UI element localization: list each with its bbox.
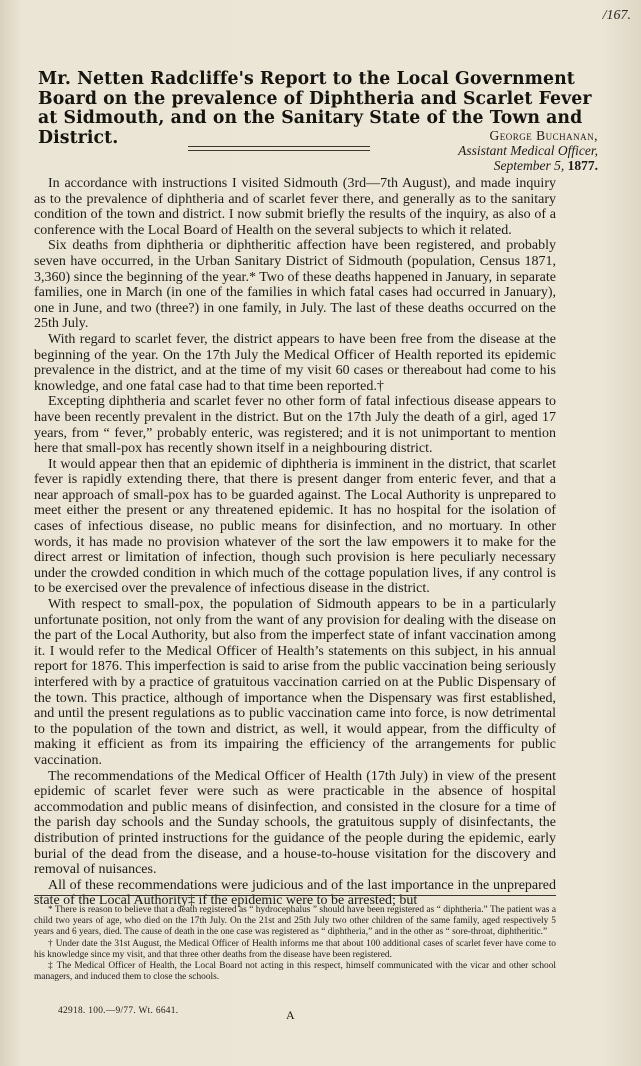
signature-date-month: September 5,: [493, 158, 565, 173]
body-paragraph: With respect to small-pox, the population of Sidmouth appears to be in a particularly unfortunate position, not only from the want of any provision for dealing with the disease on the part of the Local Authority, but also from the imperfect state of infant vaccination among it. I would refer to the Medical Officer of Health’s statements on this subject, in his annual report for 1876. This imperfection is said to arise from the public vaccination being seriously interfered with by a practice of gratuitous vaccination carried on at the Public Dispensary of the town. This practice, although of importance when the Dispensary was first established, and until the present regulations as to public vaccination came into force, is now detrimental to the population of the town and district, as well, it would appear, from the difficulty of making it efficient as from its impairing the efficiency of the arrangements for public vaccination.: [34, 597, 556, 768]
footnote: † Under date the 31st August, the Medical Officer of Health informs me that about 100 additional cases of scarlet fever have come to his knowledge since my visit, and that three other deaths from the disease have been registered.: [34, 938, 556, 960]
printer-imprint: 42918. 100.—9/77. Wt. 6641.: [58, 1006, 179, 1016]
folio-number: /167.: [602, 8, 631, 23]
body-paragraph: The recommendations of the Medical Officer of Health (17th July) in view of the present epidemic of scarlet fever were such as were practicable in the absence of hospital accommodation and public means of disinfection, and consisted in the closure for a time of the parish day schools and the Sunday schools, the gratuitous supply of disinfectants, the distribution of printed instructions for the guidance of the people during the epidemic, early burial of the dead from the disease, and a house-to-house visitation for the discovery and removal of nuisances.: [34, 768, 556, 878]
report-body: [34, 176, 556, 909]
double-rule-divider: [188, 146, 370, 151]
footnote: * There is reason to believe that a death registered as “ hydrocephalus ” should have been registered as “ diphtheria.” The patient was a child two years of age, who died on the 17th July. On the 21st and 25th July two other children of the same family, aged respectively 5 years and 6 years, died. The cause of death in the one case was registered as “ diphtheria,” and in the other as “ sore-throat, diphtheritic.”: [34, 905, 556, 938]
signatory-role: Assistant Medical Officer,: [458, 143, 598, 158]
body-paragraph: With regard to scarlet fever, the district appears to have been free from the disease at the beginning of the year. On the 17th July the Medical Officer of Health reported its epidemic prevalence in the district, and at the time of my visit 60 cases or thereabout had come to his knowledge, and one fatal case had to that time been reported.†: [34, 331, 556, 394]
footnote-divider: [34, 895, 556, 896]
body-paragraph: Six deaths from diphtheria or diphtheritic affection have been registered, and probably seven have occurred, in the Urban Sanitary District of Sidmouth (population, Census 1871, 3,360) since the beginning of the year.* Two of these deaths happened in January, in separate families, one in March (in one of the families in which fatal cases had occurred in January), one in June, and two (three?) in one family, in July. The last of these deaths occurred on the 25th July.: [34, 238, 556, 332]
body-paragraph: Excepting diphtheria and scarlet fever no other form of fatal infectious disease appears to have been recently prevalent in the district. But on the 17th July the death of a girl, aged 17 years, from “ fever,” probably enteric, was registered; and it is not unimportant to mention here that small-pox has recently shown itself in a neighbouring district.: [34, 394, 556, 457]
signature-date-year: 1877.: [567, 158, 598, 173]
body-paragraph: It would appear then that an epidemic of diphtheria is imminent in the district, that scarlet fever is rapidly extending there, that there is present danger from enteric fever, and that a near approach of small-pox has to be guarded against. The Local Authority is unprepared to meet either the present or any threatened epidemic. It has no hospital for the isolation of cases of infectious disease, no public means for disinfection, and no mortuary. In other words, it has made no provision whatever of the sort the law empowers it to make for the direct arrest or limitation of infection, though such provision is here peculiarly necessary under the crowded condition in which much of the cottage population lives, if any control is to be exercised over the prevalence of infectious disease in the district.: [34, 456, 556, 597]
footnote: ‡ The Medical Officer of Health, the Local Board not acting in this respect, himself communicated with the vicar and other school managers, and induced them to close the schools.: [34, 961, 556, 983]
signature-mark: A: [286, 1008, 295, 1022]
body-paragraph: In accordance with instructions I visited Sidmouth (3rd—7th August), and made inquiry as to the prevalence of diphtheria and of scarlet fever there, and generally as to the sanitary condition of the town and district. I now submit briefly the results of the inquiry, as also of a conference with the Local Board of Health on the several subjects to which it related.: [34, 176, 556, 238]
report-title: Mr. Netten Radcliffe's Report to the Local Government Board on the prevalence of Diphtheria and Scarlet Fever at Sidmouth, and on the Sanitary State of the Town and District.: [38, 69, 592, 148]
signatory-name: George Buchanan,: [489, 128, 598, 143]
body-paragraph: All of these recommendations were judicious and of the last importance in the unprepared state of the Local Authority‡ if the epidemic were to be arrested; but: [34, 877, 556, 909]
footnotes: [34, 905, 556, 983]
signature-date: [378, 158, 598, 173]
signature-block: [378, 128, 598, 173]
